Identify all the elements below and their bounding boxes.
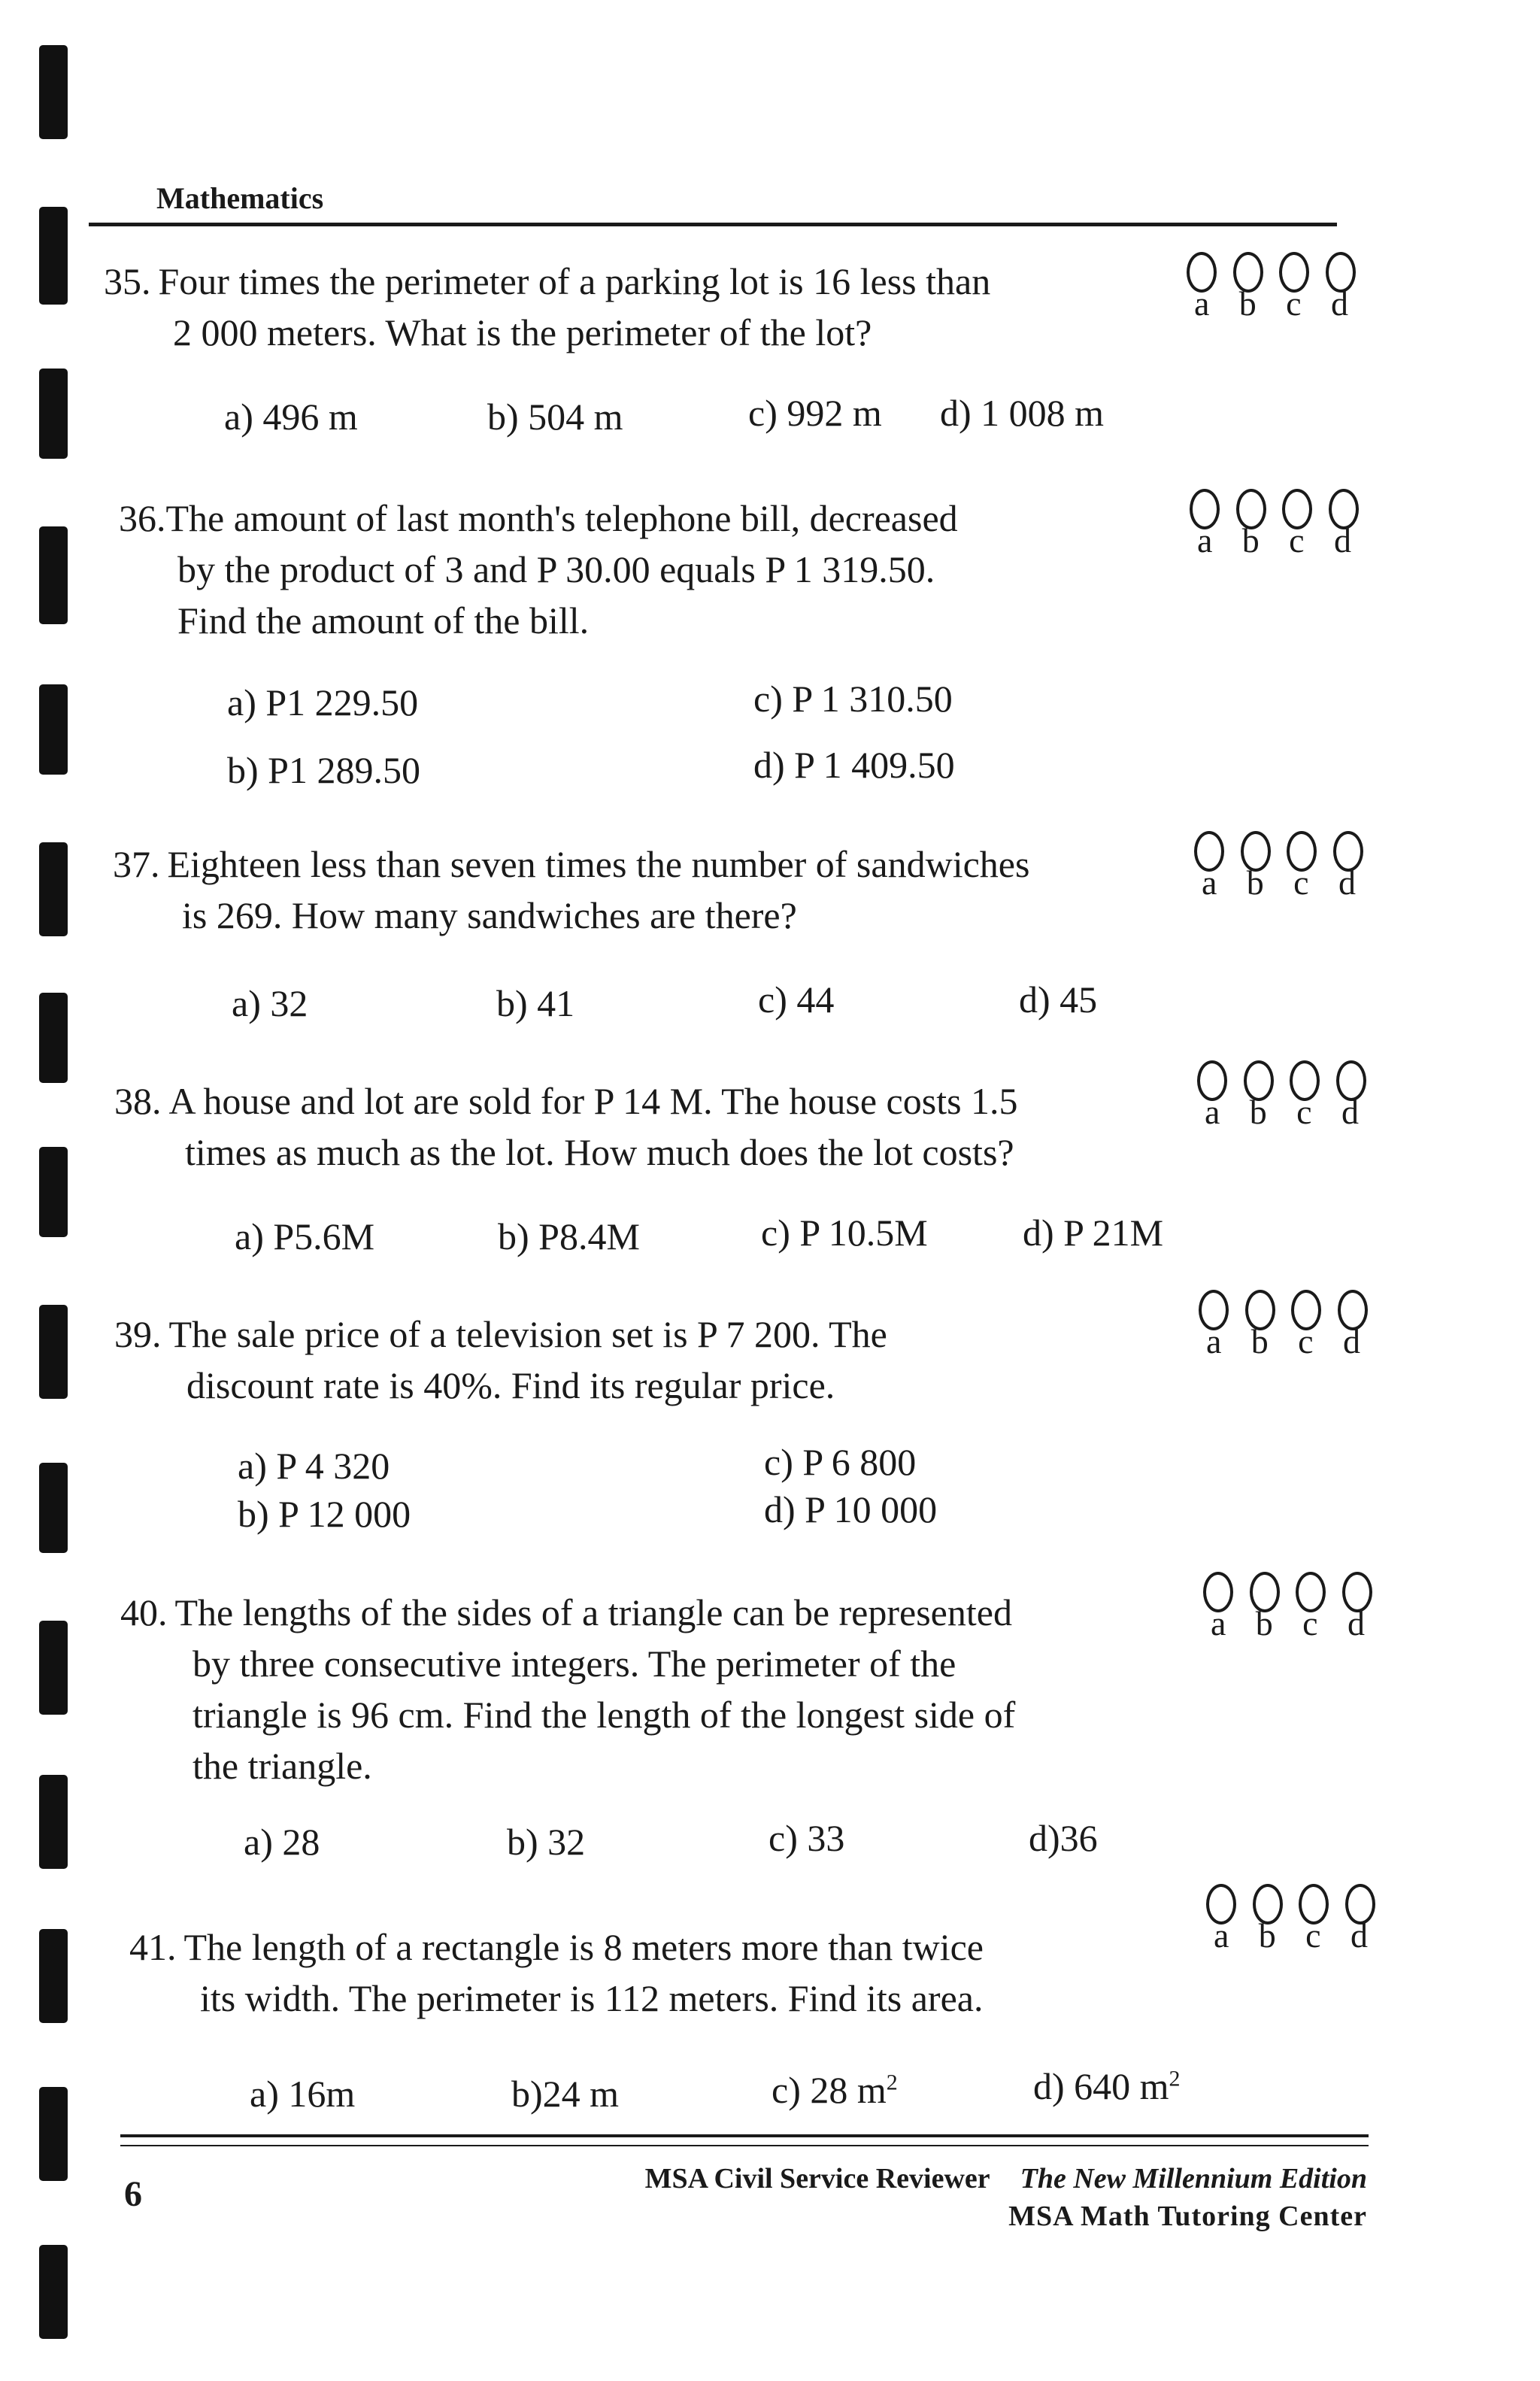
choice-c: c) 33 [768, 1817, 845, 1859]
question-40 [0, 1587, 1540, 1863]
question-line: its width. The perimeter is 112 meters. Find its area. [200, 1977, 984, 2019]
binder-hole [39, 1929, 68, 2023]
choice-a: a) P1 229.50 [227, 681, 419, 723]
question-text [104, 256, 1157, 358]
bubble-letter: a [1202, 863, 1217, 902]
binder-hole [39, 1463, 68, 1553]
question-text [114, 1309, 1167, 1411]
question-line: The length of a rectangle is 8 meters more than twice [183, 1926, 984, 1968]
choice-a: a) 496 m [224, 396, 358, 438]
binder-hole [39, 1621, 68, 1715]
question-number: 40. [120, 1591, 168, 1633]
footer-reviewer: MSA Civil Service Reviewer [644, 2163, 990, 2194]
answer-bubbles [1199, 1290, 1387, 1359]
choice-b: b) 41 [496, 982, 575, 1024]
bubble-letter: a [1194, 284, 1210, 323]
question-line: discount rate is 40%. Find its regular price. [186, 1364, 835, 1406]
header-rule [89, 223, 1337, 226]
question-line: The lengths of the sides of a triangle can be represented [174, 1591, 1012, 1633]
choice-c [772, 2068, 898, 2112]
question-line: The amount of last month's telephone bill, decreased [165, 497, 958, 539]
choice-d: d)36 [1029, 1817, 1098, 1859]
question-line: triangle is 96 cm. Find the length of the longest side of [192, 1694, 1016, 1736]
bubble-letter: d [1333, 521, 1351, 560]
footer-rule [120, 2134, 1369, 2137]
answer-bubbles [1190, 489, 1378, 558]
choice-a: a) 16m [250, 2073, 356, 2115]
bubble-letter: a [1206, 1322, 1222, 1360]
bubble-letter: a [1211, 1604, 1226, 1642]
binder-hole [39, 526, 68, 624]
choice-b: b) P1 289.50 [227, 749, 420, 791]
exponent: 2 [1169, 2066, 1181, 2091]
binder-hole [39, 684, 68, 775]
footer-title [645, 2162, 1367, 2195]
binder-hole [39, 45, 68, 139]
choice-b: b)24 m [511, 2073, 620, 2115]
question-text [119, 493, 1172, 646]
bubble-letter: b [1241, 521, 1260, 560]
choice-b: b) P 12 000 [238, 1493, 411, 1535]
choice-a: a) 32 [232, 982, 308, 1024]
bubble-letter: b [1258, 1916, 1276, 1955]
question-line: by the product of 3 and P 30.00 equals P 1 319.50. [177, 548, 935, 590]
answer-bubbles [1203, 1572, 1391, 1641]
question-38 [0, 1075, 1540, 1257]
question-line: the triangle. [192, 1745, 372, 1787]
bubble-letter: d [1330, 284, 1348, 323]
bubble-letter: d [1350, 1916, 1368, 1955]
bubble-letter: c [1296, 1093, 1312, 1131]
choice-d [1033, 2064, 1181, 2108]
choice-c: c) P 1 310.50 [753, 678, 953, 720]
binder-hole [39, 2245, 68, 2339]
footer-rule-thin [120, 2145, 1369, 2146]
bubble-letter: b [1250, 1322, 1269, 1360]
choice-d-text: d) 640 m [1033, 2065, 1169, 2107]
choice-b: b) P8.4M [498, 1215, 640, 1257]
bubble-letter: a [1214, 1916, 1229, 1955]
page-header-title: Mathematics [156, 181, 324, 215]
choice-c-text: c) 28 m [772, 2069, 887, 2111]
bubble-letter: c [1289, 521, 1305, 560]
bubble-letter: b [1249, 1093, 1267, 1131]
question-41 [0, 1916, 1540, 2115]
bubble-letter: b [1246, 863, 1264, 902]
bubble-letter: a [1205, 1093, 1220, 1131]
bubble-letter: b [1255, 1604, 1273, 1642]
choice-c: c) P 10.5M [761, 1212, 928, 1254]
binder-hole [39, 842, 68, 936]
question-line: times as much as the lot. How much does the lot costs? [185, 1131, 1014, 1173]
choice-b: b) 504 m [487, 396, 623, 438]
exponent: 2 [886, 2070, 898, 2095]
choice-a: a) 28 [244, 1821, 320, 1863]
choice-d: d) P 21M [1023, 1212, 1164, 1254]
question-text [114, 1075, 1167, 1178]
bubble-letter: c [1293, 863, 1309, 902]
binder-hole [39, 2087, 68, 2181]
question-number: 41. [129, 1926, 177, 1968]
question-text [113, 839, 1166, 941]
choice-c: c) P 6 800 [764, 1441, 917, 1483]
choice-b: b) 32 [507, 1821, 586, 1863]
bubble-letter: c [1298, 1322, 1314, 1360]
question-line: is 269. How many sandwiches are there? [182, 894, 797, 936]
question-line: by three consecutive integers. The perimeter of the [192, 1642, 956, 1685]
binder-hole [39, 1147, 68, 1237]
bubble-letter: a [1197, 521, 1213, 560]
question-text [120, 1587, 1173, 1791]
bubble-letter: d [1347, 1604, 1365, 1642]
choice-c: c) 44 [758, 978, 835, 1021]
question-number: 37. [113, 843, 160, 885]
bubble-letter: c [1305, 1916, 1321, 1955]
question-line: A house and lot are sold for P 14 M. The house costs 1.5 [168, 1080, 1018, 1122]
answer-bubbles [1187, 252, 1375, 321]
bubble-letter: d [1338, 863, 1356, 902]
bubble-letter: b [1238, 284, 1257, 323]
bubble-letter: d [1341, 1093, 1359, 1131]
question-line: The sale price of a television set is P 7 200. The [168, 1313, 887, 1355]
answer-bubbles [1194, 831, 1382, 900]
choice-d: d) 45 [1019, 978, 1098, 1021]
answer-bubbles [1197, 1060, 1385, 1130]
footer-center: MSA Math Tutoring Center [1008, 2201, 1367, 2232]
bubble-letter: c [1286, 284, 1302, 323]
question-number: 38. [114, 1080, 162, 1122]
page-number: 6 [124, 2174, 142, 2214]
question-line: Eighteen less than seven times the number of sandwiches [167, 843, 1030, 885]
binder-hole [39, 369, 68, 459]
choice-c: c) 992 m [748, 392, 882, 434]
question-number: 39. [114, 1313, 162, 1355]
question-line: Find the amount of the bill. [177, 599, 590, 642]
question-line: Four times the perimeter of a parking lot is 16 less than [158, 260, 991, 302]
binder-hole [39, 1775, 68, 1869]
binder-hole [39, 1305, 68, 1399]
question-text [129, 1921, 1182, 2024]
question-number: 36. [119, 497, 166, 539]
question-number: 35. [104, 260, 151, 302]
bubble-letter: d [1342, 1322, 1360, 1360]
question-line: 2 000 meters. What is the perimeter of the lot? [173, 311, 872, 353]
binder-hole [39, 993, 68, 1083]
choice-d: d) P 10 000 [764, 1488, 938, 1530]
answer-bubbles [1206, 1884, 1394, 1953]
choice-d: d) P 1 409.50 [753, 744, 955, 786]
choice-a: a) P5.6M [235, 1215, 375, 1257]
choice-a: a) P 4 320 [238, 1445, 390, 1487]
bubble-letter: c [1302, 1604, 1318, 1642]
footer-edition: The New Millennium Edition [1020, 2163, 1367, 2194]
choice-d: d) 1 008 m [940, 392, 1105, 434]
